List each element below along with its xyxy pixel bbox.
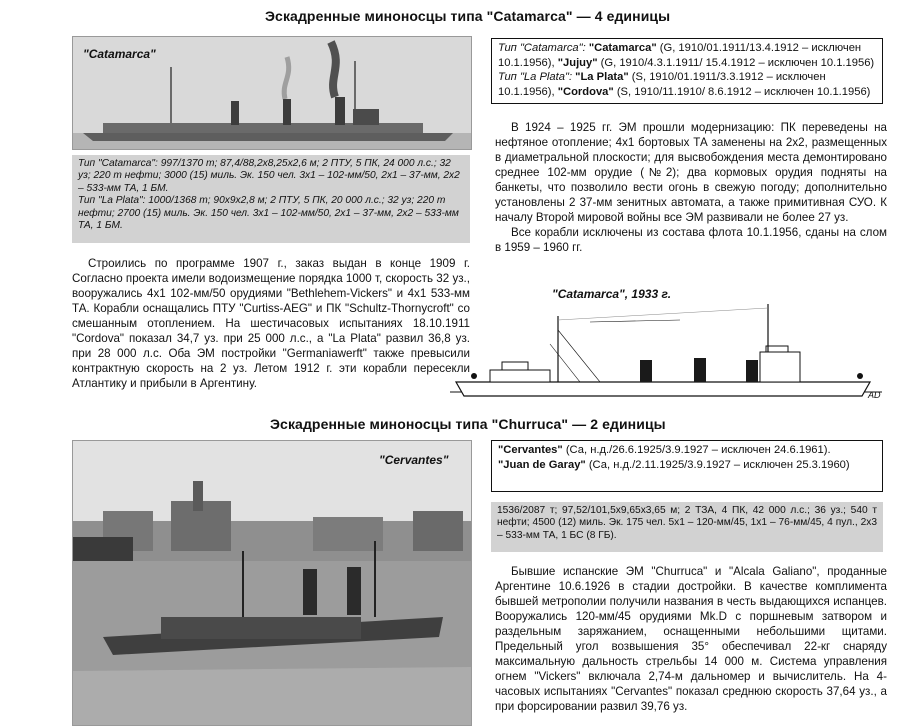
modernization-paragraph: В 1924 – 1925 гг. ЭМ прошли модернизацию: ПК переведены на нефтяное отопление; 4x1 бортовых ТА заменены на 2x2, размещенных в диаметральной плоскости; для высвобождения места демонтировано среднее 102-мм орудие (№2); два кормовых орудия подняты на банкеты, что позволило вести огонь в свежую погоду; дополнительно установлены 2 37-мм зенитных автомата, а также примитивная СУО. К началу Второй мировой войны все ЭМ развивали не более 27 уз. — [495, 121, 887, 224]
ship-details: (S, 1910/01.1911/3.3.1912 – исключен 10.1.1956), — [498, 71, 826, 98]
catamarca-history-paragraph: Строились по программе 1907 г., заказ выдан в конце 1909 г. Согласно проекта имели водоизмещение порядка 1000 т, скорость 32 уз., вооружались 4x1 102-мм/50 орудиями "Bethlehem-Vickers" и 4x1 533-мм ТА. Корабли оснащались ПТУ "Curtiss-AEG" и ПК "Schultz-Thornycroft" со смешанным отоплением. На шестичасовых испытаниях 18.10.1911 "Cordova" показал 34,7 уз. при 25 000 л.с., а "La Plata" развил 36,8 уз. при 28 000 л.с. Оба ЭМ постройки "Germaniawerft" также превысили контрактную скорость на 2 уз. Летом 1912 г. эти корабли пересекли Атлантику и прибыли в Аргентину. — [72, 257, 470, 390]
catamarca-ships-box — [491, 38, 883, 104]
ship-name: "Cordova" — [557, 85, 614, 98]
churruca-specs — [491, 502, 883, 552]
catamarca-history-text — [72, 256, 470, 391]
churruca-history-paragraph: Бывшие испанские ЭМ "Churruca" и "Alcala Galiano", проданные Аргентине 10.6.1926 в стадии достройки. В качестве комплимента бывшей метрополии получили названия в честь выдающихся испанцев. Вооружались 120-мм/45 орудиями Mk.D с поршневым затвором и раздельным заряжанием, оснащенными небольшими щитами. Предельный угол возвышения 35° обеспечивал 22-кг снаряду максимальную дальность стрельбы 14 000 м. Система управления огнем "Vickers" включала 2,74-м дальномер и вычислитель. На 4-часовых испытаниях "Cervantes" показал среднюю скорость 37,64 уз., а при форсировании развил 39,76 уз. — [495, 565, 887, 713]
section-title-churruca: Эскадренные миноносцы типа "Churruca" — 2 единицы — [270, 416, 666, 432]
cervantes-photo-image — [73, 441, 471, 725]
cervantes-photo-caption: "Cervantes" — [379, 453, 449, 467]
cervantes-photo — [72, 440, 472, 726]
laplata-type-specs: Тип "La Plata": 1000/1368 т; 90x9x2,8 м; 2 ПТУ, 5 ПК, 20 000 л.с.; 32 уз; 220 т нефти; 2700 (15) миль. Эк. 150 чел. 3x1 – 102-мм/50, 2x1 – 37-мм, 2x2 – 533-мм ТА, 1 БМ. — [78, 195, 459, 232]
ship-name: "Juan de Garay" — [498, 458, 586, 471]
ship-type-label: Тип "La Plata": — [498, 71, 576, 84]
catamarca-profile-svg — [450, 300, 882, 404]
ship-details: (G, 1910/4.3.1.1911/ 15.4.1912 – исключен 10.1.1956) — [597, 56, 875, 69]
ship-details: (Са, н.д./2.11.1925/3.9.1927 – исключен 25.3.1960) — [585, 458, 850, 471]
catamarca-profile-drawing — [450, 300, 882, 404]
ship-name: "La Plata" — [575, 71, 629, 84]
catamarca-photo-caption: "Catamarca" — [83, 47, 156, 61]
ship-type-label: Тип "Catamarca": — [498, 42, 589, 54]
catamarca-drawing-caption: "Catamarca", 1933 г. — [552, 287, 672, 301]
churruca-specs-text: 1536/2087 т; 97,52/101,5x9,65x3,65 м; 2 ТЗА, 4 ПК, 42 000 л.с.; 36 уз.; 540 т нефти; 4500 (12) миль. Эк. 175 чел. 5x1 – 120-мм/45, 1x1 – 76-мм/45, 4 пул., 2x3 – 533-мм ТА, 1 БС (8 ГБ). — [497, 505, 877, 541]
catamarca-specs — [72, 155, 470, 243]
section-title-catamarca: Эскадренные миноносцы типа "Catamarca" — 4 единицы — [265, 8, 671, 24]
catamarca-photo — [72, 36, 472, 150]
ship-details: (S, 1910/11.1910/ 8.6.1912 – исключен 10.1.1956) — [613, 85, 871, 98]
catamarca-type-specs: Тип "Catamarca": 997/1370 т; 87,4/88,2x8,25x2,6 м; 2 ПТУ, 5 ПК, 24 000 л.с.; 32 уз; 220 т нефти; 3000 (15) миль. Эк. 150 чел. 3x1 – 102-мм/50, 2x1 – 37-мм, 2x2 – 533-мм ТА, 1 БМ. — [78, 158, 460, 194]
ship-name: "Catamarca" — [588, 42, 657, 54]
decommission-paragraph: Все корабли исключены из состава флота 10.1.1956, сданы на слом в 1959 – 1960 гг. — [495, 226, 887, 254]
drawing-signature: АD — [868, 390, 881, 400]
ship-name: "Jujuy" — [557, 56, 598, 69]
churruca-history-text — [495, 564, 887, 714]
ship-name: "Cervantes" — [498, 444, 563, 456]
churruca-ships-box — [491, 440, 883, 492]
ship-details: (G, 1910/01.1911/13.4.1912 – исключен 10.1.1956), — [498, 42, 862, 69]
ship-details: (Са, н.д./26.6.1925/3.9.1927 – исключен 24.6.1961). — [562, 444, 831, 456]
catamarca-modernization-text — [495, 120, 887, 255]
